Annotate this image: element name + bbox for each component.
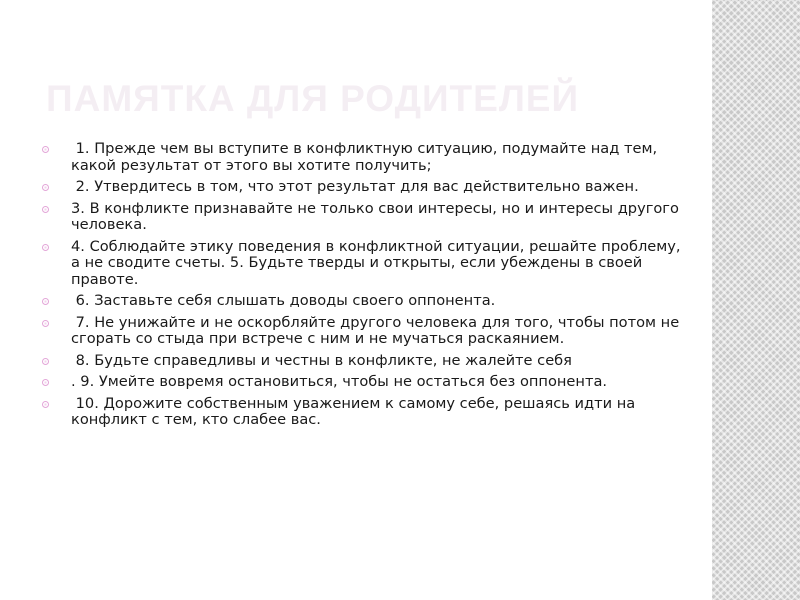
list-item — [42, 293, 682, 310]
list-item — [42, 374, 682, 391]
bullet-text: 6. Заставьте себя слышать доводы своего оппонента. — [71, 292, 496, 309]
circle-bullet-icon — [42, 184, 49, 191]
list-item — [42, 141, 682, 174]
bullet-text: . 9. Умейте вовремя остановиться, чтобы не остаться без оппонента. — [71, 373, 608, 390]
bullet-text: 10. Дорожите собственным уважением к самому себе, решаясь идти на конфликт с тем, кто слабее вас. — [71, 394, 640, 428]
bullet-text: 4. Соблюдайте этику поведения в конфликтной ситуации, решайте проблему, а не сводите счеты. 5. Будьте тверды и открыты, если убеждены в своей правоте. — [71, 237, 686, 288]
slide-title: ПАМЯТКА ДЛЯ РОДИТЕЛЕЙ — [46, 78, 580, 119]
list-item — [42, 201, 682, 234]
circle-bullet-icon — [42, 401, 49, 408]
list-item — [42, 237, 686, 289]
circle-bullet-icon — [42, 379, 49, 386]
bullet-text: 8. Будьте справедливы и честны в конфликте, не жалейте себя — [71, 351, 572, 369]
list-item — [42, 353, 682, 370]
bullet-text: 7. Не унижайте и не оскорбляйте другого человека для того, чтобы потом не сгорать со стыда при встрече с ним и не мучаться раскаянием. — [71, 313, 684, 347]
decorative-side-band — [712, 0, 800, 600]
list-item — [42, 179, 682, 196]
circle-bullet-icon — [42, 244, 49, 251]
bullet-list — [42, 140, 686, 434]
bullet-text: 2. Утвердитесь в том, что этот результат для вас действительно важен. — [71, 178, 639, 195]
circle-bullet-icon — [42, 206, 49, 213]
circle-bullet-icon — [42, 358, 49, 365]
bullet-text: 1. Прежде чем вы вступите в конфликтную ситуацию, подумайте над тем, какой результат от этого вы хотите получить; — [71, 140, 662, 174]
circle-bullet-icon — [42, 298, 49, 305]
circle-bullet-icon — [42, 146, 49, 153]
list-item — [42, 315, 682, 348]
bullet-text: 3. В конфликте признавайте не только свои интересы, но и интересы другого человека. — [71, 199, 684, 233]
circle-bullet-icon — [42, 320, 49, 327]
list-item — [42, 396, 682, 429]
